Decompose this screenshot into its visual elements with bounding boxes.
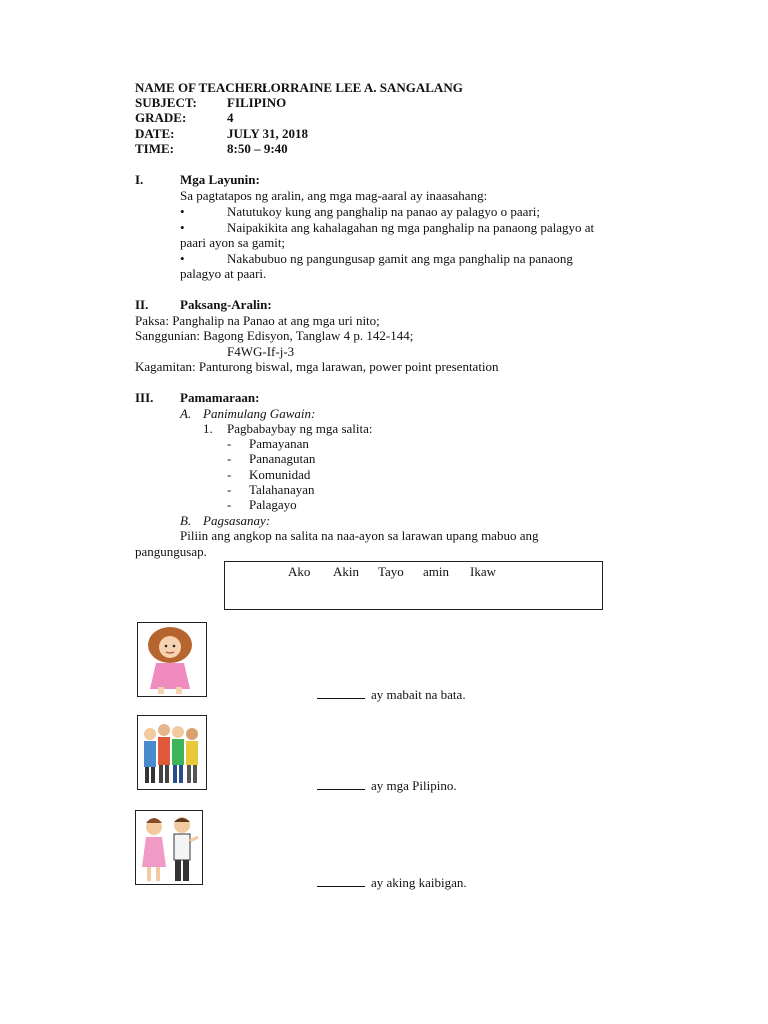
word-dash: - [227,467,232,482]
girl-icon [138,623,206,696]
part-a-title: Panimulang Gawain: [203,406,316,421]
answer-blank[interactable] [317,686,365,699]
instruction-line1: Piliin ang angkop na salita na naa-ayon sa larawan upang mabuo ang [180,528,539,543]
spelling-word: Pamayanan [249,436,309,451]
group-picture [137,715,207,790]
answer-blank[interactable] [317,777,365,790]
word-choice-box [224,561,603,610]
word-choice: Ako [288,564,311,579]
part-b-label: B. [180,513,192,528]
word-dash: - [227,482,232,497]
word-choice: Tayo [378,564,404,579]
time-label: TIME: [135,141,174,156]
paksa-line: Paksa: Panghalip na Panao at ang mga uri nito; [135,313,380,328]
bullet-2: • [180,220,185,235]
section1-numeral: I. [135,172,144,187]
sentence-3 [317,874,467,890]
sanggunian-line: Sanggunian: Bagong Edisyon, Tanglaw 4 p. 142-144; [135,328,414,343]
objective-2-line1: Naipakikita ang kahalagahan ng mga panghalip na panaong palagyo at [227,220,595,235]
spelling-word: Talahanayan [249,482,315,497]
objective-3-line1: Nakabubuo ng pangungusap gamit ang mga panghalip na panaong [227,251,573,266]
part-a-label: A. [180,406,192,421]
word-dash: - [227,436,232,451]
objective-1: Natutukoy kung ang panghalip na panao ay palagyo o paari; [227,204,540,219]
spelling-word: Pananagutan [249,451,316,466]
kagamitan-line: Kagamitan: Panturong biswal, mga larawan, power point presentation [135,359,499,374]
time-value: 8:50 – 9:40 [227,141,288,156]
teacher-label: NAME OF TEACHER: [135,80,268,95]
answer-blank[interactable] [317,874,365,887]
competency-code: F4WG-If-j-3 [227,344,295,359]
sentence-1 [317,686,466,702]
spelling-word: Palagayo [249,497,297,512]
grade-label: GRADE: [135,110,187,125]
bullet-1: • [180,204,185,219]
girl-picture [137,622,207,697]
group-of-people-icon [138,716,206,789]
date-value: JULY 31, 2018 [227,126,309,141]
sentence-2-text: ay mga Pilipino. [371,778,457,793]
date-label: DATE: [135,126,175,141]
grade-value: 4 [227,110,234,125]
sentence-2 [317,777,457,793]
instruction-line2: pangungusap. [135,544,207,559]
spelling-word: Komunidad [249,467,311,482]
section2-numeral: II. [135,297,149,312]
section2-title: Paksang-Aralin: [180,297,272,312]
subject-label: SUBJECT: [135,95,197,110]
item-number: 1. [203,421,213,436]
sentence-3-text: ay aking kaibigan. [371,875,467,890]
section3-title: Pamamaraan: [180,390,260,405]
word-choice: Ikaw [470,564,496,579]
teacher-value: LORRAINE LEE A. SANGALANG [262,80,463,95]
sentence-1-text: ay mabait na bata. [371,687,466,702]
section3-numeral: III. [135,390,154,405]
subject-value: FILIPINO [227,95,287,110]
bullet-3: • [180,251,185,266]
two-people-talking-icon [136,811,202,884]
item-title: Pagbabaybay ng mga salita: [227,421,373,436]
word-dash: - [227,451,232,466]
objective-2-line2: paari ayon sa gamit; [180,235,286,250]
word-dash: - [227,497,232,512]
section1-title: Mga Layunin: [180,172,260,187]
part-b-title: Pagsasanay: [203,513,271,528]
section1-intro: Sa pagtatapos ng aralin, ang mga mag-aaral ay inaasahang: [180,188,488,203]
word-choice: Akin [333,564,359,579]
friends-picture [135,810,203,885]
objective-3-line2: palagyo at paari. [180,266,267,281]
word-choice: amin [423,564,449,579]
